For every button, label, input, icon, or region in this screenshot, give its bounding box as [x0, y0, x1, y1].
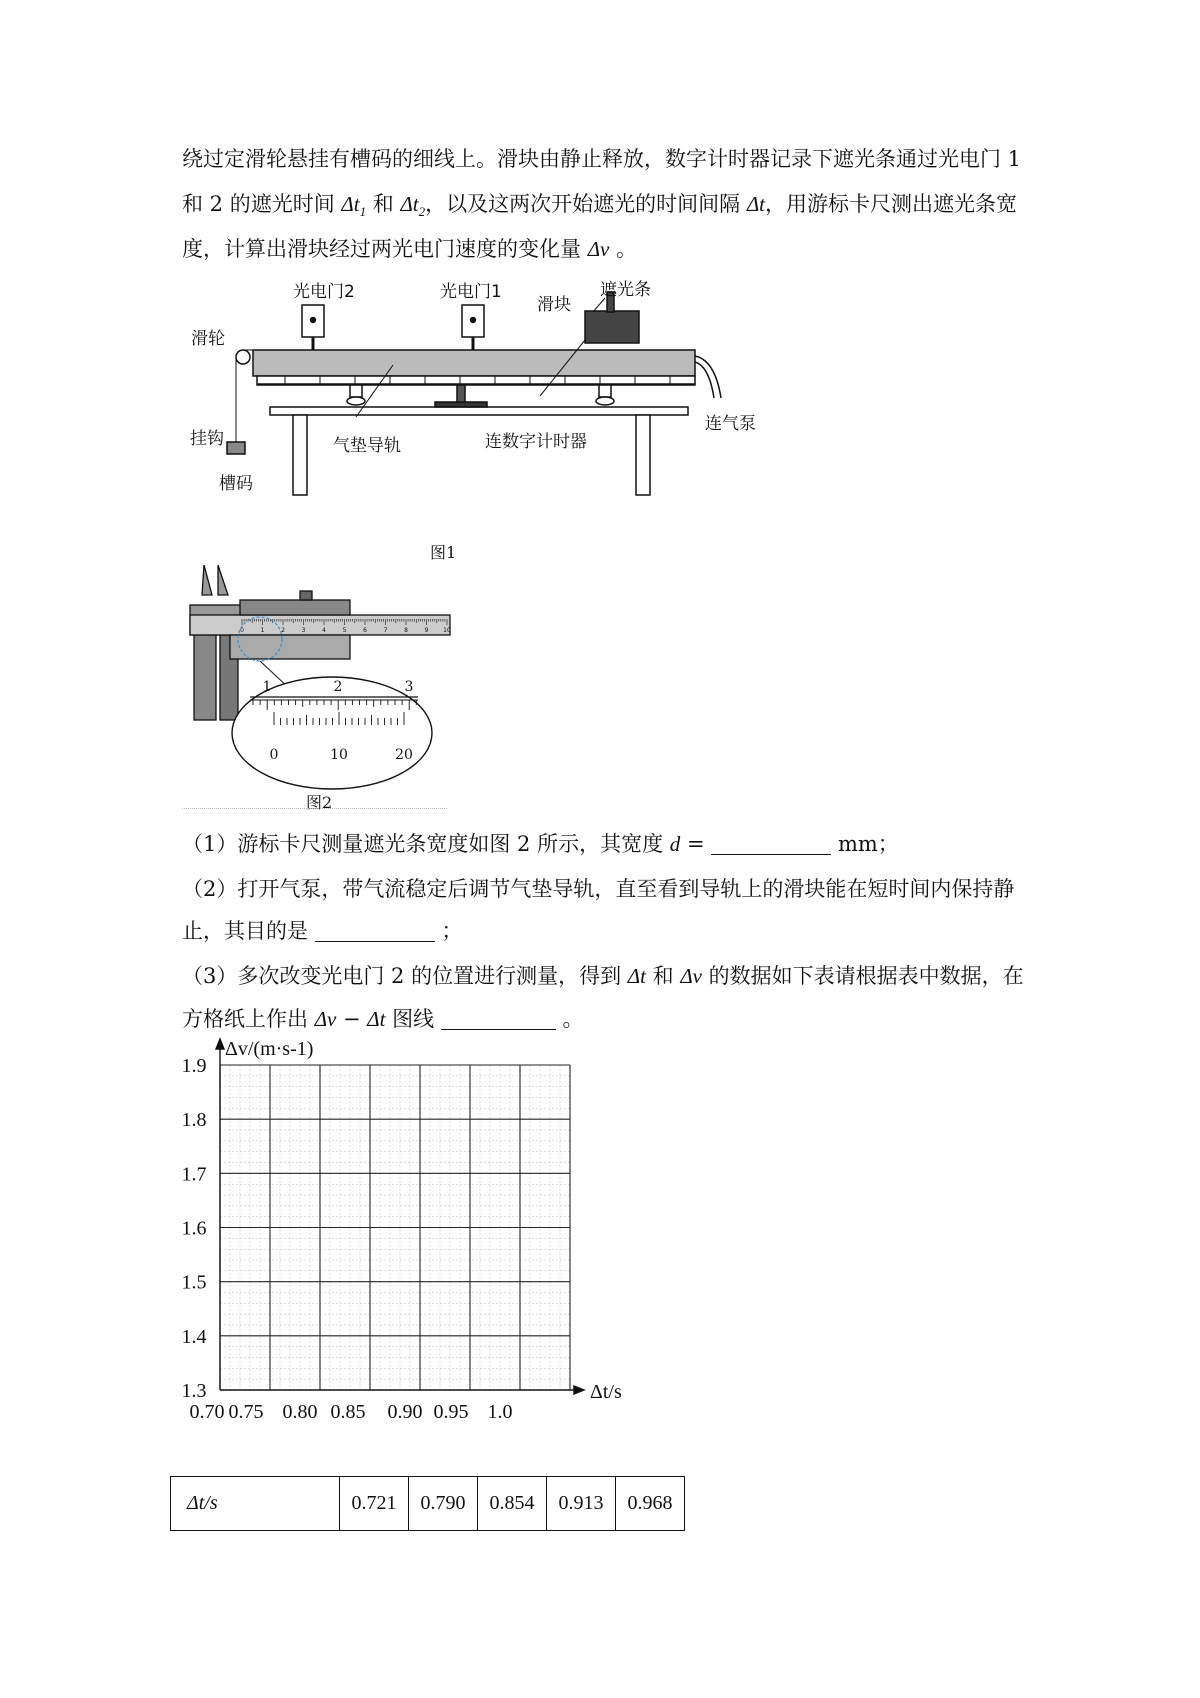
main-scale-2: 2 [333, 679, 343, 695]
intro-line-2: 和 2 的遮光时间 $\Delta t_1$ 和 $\Delta t_2$，以及这两次开始遮光的时间间隔 Δt，用游标卡尺测出遮光条宽 [182, 192, 1017, 219]
label-weight: 槽码 [219, 474, 253, 494]
body-scale-number: 4 [322, 627, 326, 634]
y-tick-label: 1.4 [181, 1325, 207, 1348]
x-axis-label: Δt/s [590, 1381, 622, 1403]
label-pulley: 滑轮 [191, 329, 225, 349]
figure-1-caption: 图1 [430, 543, 457, 562]
answer-blank-2[interactable] [315, 919, 435, 942]
y-axis-label: Δv/(m·s-1) [225, 1038, 314, 1060]
body-scale-number: 7 [383, 627, 388, 634]
question-2-line-2: 止，其目的是 ； [182, 919, 463, 943]
x-tick-label: 0.90 [387, 1401, 423, 1423]
label-rail: 气垫导轨 [333, 436, 401, 456]
divider [182, 808, 447, 809]
main-scale-3: 3 [404, 679, 414, 695]
label-pump: 连气泵 [705, 414, 756, 434]
y-tick-label: 1.5 [181, 1271, 207, 1294]
y-tick-label: 1.3 [181, 1380, 207, 1402]
x-tick-label: 0.70 [189, 1401, 225, 1423]
x-tick-label: 0.85 [330, 1401, 366, 1423]
table-cell: 0.790 [409, 1477, 478, 1531]
x-tick-label: 0.80 [282, 1401, 318, 1423]
body-scale-number: 2 [281, 627, 285, 634]
intro-line-3: 度，计算出滑块经过两光电门速度的变化量 Δv 。 [182, 237, 638, 261]
question-2-line-1: （2）打开气泵，带气流稳定后调节气垫导轨，直至看到导轨上的滑块能在短时间内保持静 [182, 877, 1015, 901]
body-scale-number: 6 [363, 627, 367, 634]
x-tick-label: 1.0 [487, 1401, 513, 1423]
x-tick-label: 0.95 [433, 1401, 469, 1423]
question-3-line-2: 方格纸上作出 Δv − Δt 图线 。 [182, 1007, 584, 1031]
label-gate2: 光电门2 [293, 282, 355, 302]
table-cell: 0.968 [616, 1477, 685, 1531]
x-tick-label: 0.75 [228, 1401, 264, 1423]
data-table [170, 1476, 685, 1531]
body-scale-number: 5 [342, 627, 347, 634]
body-scale-number: 10 [443, 627, 451, 634]
label-hook: 挂钩 [190, 429, 224, 449]
symbol-dt2: $\Delta t_2$ [400, 192, 426, 219]
figure-1-air-track [185, 280, 795, 530]
vernier-scale-0: 0 [269, 747, 279, 763]
label-gate1: 光电门1 [440, 282, 502, 302]
body-scale-number: 9 [424, 627, 429, 634]
label-slider: 滑块 [537, 295, 571, 315]
symbol-dt: Δt [746, 192, 765, 216]
y-tick-label: 1.8 [181, 1109, 207, 1132]
table-cell: 0.721 [340, 1477, 409, 1531]
table-cell: 0.913 [547, 1477, 616, 1531]
y-tick-label: 1.9 [181, 1055, 207, 1077]
table-row [171, 1477, 685, 1531]
answer-blank-1[interactable] [711, 832, 831, 855]
question-1: （1）游标卡尺测量遮光条宽度如图 2 所示，其宽度 d = mm； [182, 832, 899, 856]
body-scale-number: 0 [240, 627, 244, 634]
y-tick-label: 1.7 [181, 1163, 207, 1186]
answer-blank-3[interactable] [441, 1007, 556, 1030]
label-shade: 遮光条 [600, 280, 651, 300]
question-3-line-1: （3）多次改变光电门 2 的位置进行测量，得到 Δt 和 Δv 的数据如下表请根据表中数据，在 [182, 964, 1024, 988]
table-header-cell: Δt/s [171, 1477, 340, 1531]
vernier-scale-20: 20 [395, 747, 413, 763]
symbol-dt1: $\Delta t_1$ [341, 192, 367, 219]
symbol-dv: Δv [587, 237, 610, 261]
figure-2-vernier-caliper [180, 565, 460, 790]
main-scale-1: 1 [262, 679, 272, 695]
body-scale-number: 3 [301, 627, 306, 634]
y-tick-label: 1.6 [181, 1217, 207, 1240]
vernier-scale-10: 10 [330, 747, 348, 763]
graph-paper-chart[interactable] [170, 1035, 640, 1425]
intro-line-1: 绕过定滑轮悬挂有槽码的细线上。滑块由静止释放，数字计时器记录下遮光条通过光电门 1 [182, 147, 1022, 171]
body-scale-number: 8 [404, 627, 408, 634]
table-cell: 0.854 [478, 1477, 547, 1531]
label-timer: 连数字计时器 [485, 432, 587, 452]
body-scale-number: 1 [260, 627, 265, 634]
figure-2-caption: 图2 [306, 793, 333, 812]
